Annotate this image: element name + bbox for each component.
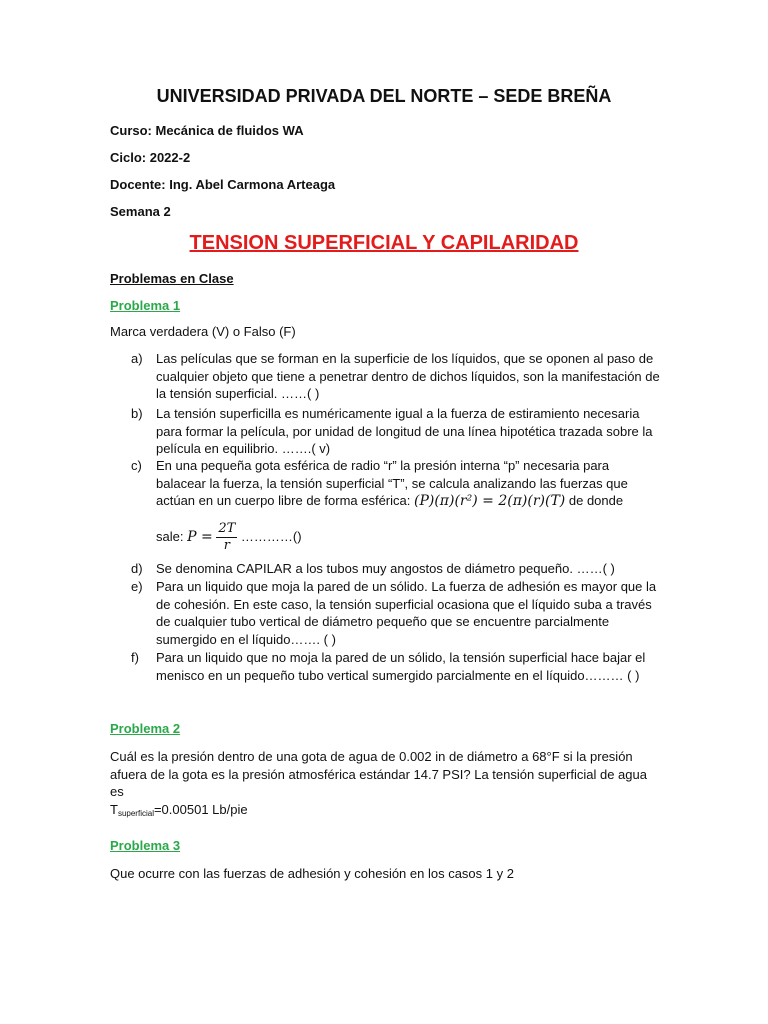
tension-subscript: superficial <box>117 808 154 818</box>
list-item-c <box>131 457 661 554</box>
tension-value: =0.00501 Lb/pie <box>153 801 248 817</box>
item-letter: b) <box>131 406 143 421</box>
item-text: La tensión superficilla es numéricamente igual a la fuerza de estiramiento necesaria para formar la película, por unidad de longitud de una línea hipotética trazada sobre la película en equilibrio. …….( v) <box>156 406 653 456</box>
tension-symbol: T <box>110 801 118 817</box>
list-item-b <box>131 405 661 458</box>
item-letter: e) <box>131 579 143 594</box>
item-text: Para un liquido que no moja la pared de un sólido, la tensión superficial hace bajar el menisco en un pequeño tubo vertical sumergido parcialmente en el líquido……… ( ) <box>156 650 646 683</box>
problem3-text: Que ocurre con las fuerzas de adhesión y cohesión en los casos 1 y 2 <box>110 866 514 881</box>
item-text: Las películas que se forman en la superficie de los líquidos, que se oponen al paso de cualquier objeto que tiene a penetrar dentro de dichos líquidos, son la manifestación de la tensión superficial. ……( ) <box>156 351 660 401</box>
problem1-instruction: Marca verdadera (V) o Falso (F) <box>110 324 296 339</box>
pressure-formula-lhs: P = <box>187 528 213 545</box>
item-c-result-line <box>156 521 661 554</box>
item-letter: d) <box>131 561 143 576</box>
item-text <box>156 457 661 511</box>
item-c-text: En una pequeña gota esférica de radio “r” la presión interna “p” necesaria para balacear la fuerza, la tensión superficial “T”, se calcula analizando las fuerzas que actúan en un cuerpo libre de forma esférica: <box>156 458 628 508</box>
week-line: Semana 2 <box>110 204 171 219</box>
item-c-continuation: de donde <box>568 493 624 508</box>
item-c-answer: …………() <box>240 528 302 544</box>
course-line: Curso: Mecánica de fluidos WA <box>110 123 304 138</box>
university-title: UNIVERSIDAD PRIVADA DEL NORTE – SEDE BREÑA <box>156 86 612 106</box>
pressure-fraction <box>216 521 237 554</box>
topic-heading: TENSION SUPERFICIAL Y CAPILARIDAD <box>189 232 579 254</box>
list-item-d <box>131 560 661 578</box>
fraction-denominator: r <box>223 537 230 553</box>
item-text: Para un liquido que moja la pared de un sólido. La fuerza de adhesión es mayor que la de cohesión. En este caso, la tensión superficial ocasiona que el líquido suba a través de cualquier tubo vertical de diámetro pequeño que se encuentre parcialmente sumergido en el líquido……. ( ) <box>156 579 657 647</box>
item-letter: c) <box>131 458 142 473</box>
sale-label: sale: <box>156 528 184 544</box>
problem2-statement: Cuál es la presión dentro de una gota de agua de 0.002 in de diámetro a 68°F si la presión afuera de la gota es la presión atmosférica estándar 14.7 PSI? La tensión superficial de agua es <box>110 749 647 799</box>
section-label: Problemas en Clase <box>110 271 234 286</box>
list-item-a <box>131 350 661 403</box>
problem2-label: Problema 2 <box>110 721 181 736</box>
pressure-balance-formula: (P)(π)(r²) = 2(π)(r)(T) <box>414 493 566 509</box>
item-letter: a) <box>131 351 143 366</box>
problem1-label: Problema 1 <box>110 298 181 313</box>
problem3-label: Problema 3 <box>110 838 181 853</box>
teacher-line: Docente: Ing. Abel Carmona Arteaga <box>110 177 336 192</box>
item-letter: f) <box>131 650 139 665</box>
cycle-line: Ciclo: 2022-2 <box>110 150 191 165</box>
fraction-numerator: 2T <box>218 520 236 536</box>
problem2-text <box>110 748 662 822</box>
list-item-f <box>131 649 661 684</box>
item-text: Se denomina CAPILAR a los tubos muy angostos de diámetro pequeño. ……( ) <box>156 561 615 576</box>
list-item-e <box>131 578 661 648</box>
